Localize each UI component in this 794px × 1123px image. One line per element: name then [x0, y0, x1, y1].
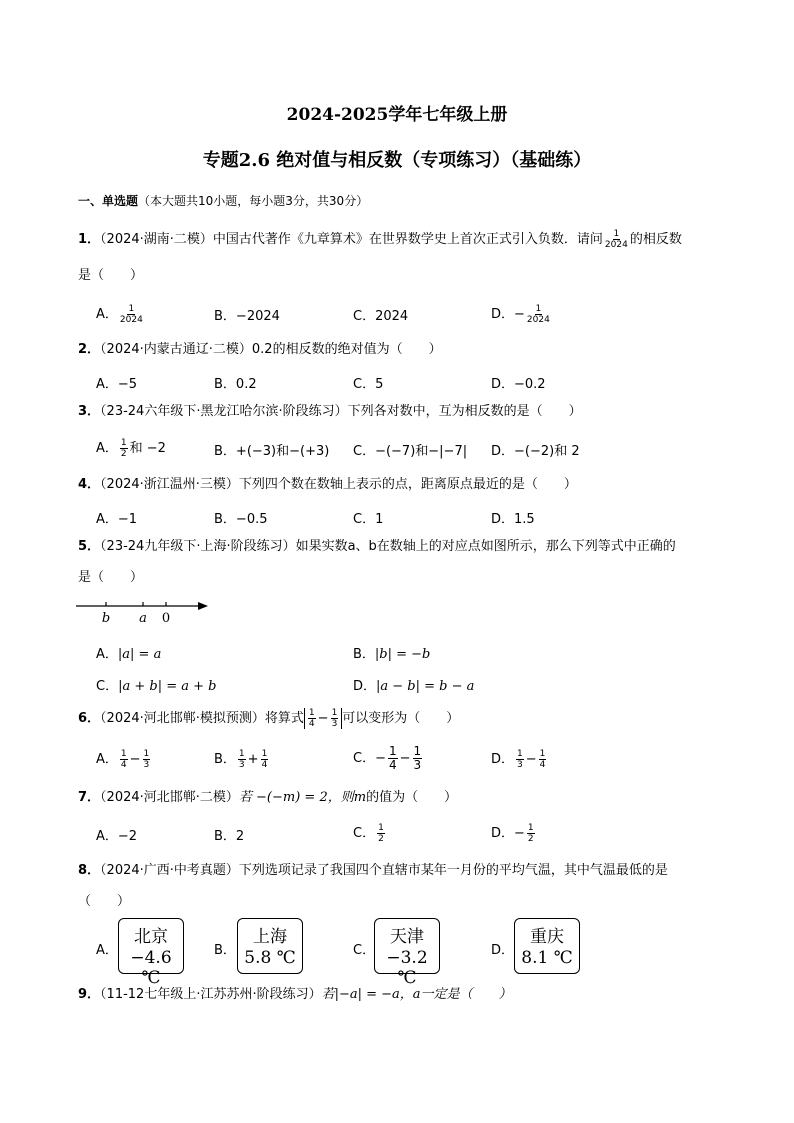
option-c-letter[interactable]: C．: [353, 943, 376, 958]
axis-label-zero: 0: [161, 611, 171, 626]
document-subtitle: 专题2.6 绝对值与相反数（专项练习）（基础练）: [202, 150, 592, 171]
fraction: $\frac{1}{2024}$: [526, 304, 550, 325]
question-source: （2024·湖南·二模）: [100, 232, 213, 247]
section-label: 一、单选题: [78, 194, 139, 208]
axis-label-a: a: [139, 611, 147, 626]
question-1-stem: [78, 229, 682, 250]
option-d[interactable]: D．|a − b| = b − a: [353, 679, 475, 694]
option-b-letter[interactable]: B．: [214, 943, 236, 958]
temperature-card-tianjin[interactable]: 天津 −3.2 ℃: [374, 918, 440, 974]
question-3-stem: 3．（23-24六年级下·黑龙江哈尔滨·阶段练习）下列各对数中，互为相反数的是（ ）: [78, 404, 582, 419]
option-c[interactable]: C．−(−7)和−|−7|: [353, 444, 468, 459]
question-number: 1．: [78, 232, 101, 247]
option-a[interactable]: A．−5: [96, 377, 138, 392]
fraction: $\frac{1}{2024}$: [604, 229, 628, 250]
option-c[interactable]: C．1: [353, 512, 384, 527]
question-text: 中国古代著作《九章算术》在世界数学史上首次正式引入负数．请问: [212, 232, 603, 247]
option-d[interactable]: D．1.5: [491, 512, 535, 527]
option-d[interactable]: D．− $\frac{1}{2024}$: [491, 304, 550, 325]
question-1-line2: 是（ ）: [78, 268, 144, 283]
section-heading: [78, 192, 368, 209]
option-d[interactable]: D．− $\frac{1}{2}$: [491, 823, 534, 844]
fraction: $\frac{1}{2024}$: [119, 304, 143, 325]
question-text-tail: 的相反数: [629, 232, 682, 247]
option-b[interactable]: B．0.2: [214, 377, 257, 392]
option-a[interactable]: A． $\frac{1}{2024}$: [96, 304, 143, 325]
option-a[interactable]: A．|a| = a: [96, 647, 162, 662]
question-4-stem: 4．（2024·浙江温州·三模）下列四个数在数轴上表示的点，距离原点最近的是（ ）: [78, 477, 577, 492]
question-5-stem: 5．（23-24九年级下·上海·阶段练习）如果实数a、b在数轴上的对应点如图所示，那么下列等式中正确的: [78, 539, 676, 554]
temperature-card-chongqing[interactable]: 重庆 8.1 ℃: [514, 918, 580, 974]
option-a[interactable]: A． $\frac{1}{2}$ 和 −2: [96, 438, 166, 459]
option-d[interactable]: D．−(−2)和 2: [491, 444, 580, 459]
option-c[interactable]: C．5: [353, 377, 384, 392]
section-note: （本大题共10小题，每小题3分，共30分）: [138, 194, 369, 208]
option-a[interactable]: A．−1: [96, 512, 138, 527]
option-a[interactable]: A．−2: [96, 829, 138, 844]
option-b[interactable]: B．2: [214, 829, 245, 844]
option-a[interactable]: A． $\frac{1}{4}$ − $\frac{1}{3}$: [96, 749, 150, 770]
question-8-stem: 8．（2024·广西·中考真题）下列选项记录了我国四个直辖市某年一月份的平均气温，其中气温最低的是: [78, 863, 668, 878]
question-7-stem: 7．（2024·河北邯郸·二模）若 −(−m) = 2，则m的值为（ ）: [78, 790, 458, 805]
option-c[interactable]: C．2024: [353, 309, 409, 324]
fraction: $\frac{1}{2}$: [120, 438, 127, 459]
option-b[interactable]: B．+(−3)和−(+3): [214, 444, 330, 459]
absolute-expression: $\frac{1}{4}$ − $\frac{1}{3}$: [304, 708, 342, 729]
option-b[interactable]: B．−2024: [214, 309, 280, 324]
option-d[interactable]: D．−0.2: [491, 377, 546, 392]
option-b[interactable]: B．−0.5: [214, 512, 268, 527]
question-9-stem: 9．（11-12七年级上·江苏苏州·阶段练习）若|−a| = −a，a一定是（ ）: [78, 987, 512, 1002]
option-b[interactable]: B．|b| = −b: [353, 647, 431, 662]
option-d[interactable]: D． $\frac{1}{3}$ − $\frac{1}{4}$: [491, 749, 546, 770]
document-title: 2024-2025学年七年级上册: [286, 105, 508, 125]
option-c[interactable]: C．|a + b| = a + b: [96, 679, 217, 694]
number-line: [74, 596, 214, 628]
option-d-letter[interactable]: D．: [491, 943, 515, 958]
option-a-letter[interactable]: A．: [96, 943, 118, 958]
axis-label-b: b: [101, 611, 111, 626]
question-2-stem: 2．（2024·内蒙古通辽·二模）0.2的相反数的绝对值为（ ）: [78, 342, 442, 357]
question-6-stem: 6．（2024·河北邯郸·模拟预测）将算式 $\frac{1}{4}$ − $\frac{1}{3}$ 可以变形为（ ）: [78, 708, 460, 729]
option-c[interactable]: C．− $\frac{1}{4}$ − $\frac{1}{3}$: [353, 744, 422, 772]
temperature-card-beijing[interactable]: 北京 −4.6 ℃: [118, 918, 184, 974]
option-c[interactable]: C． $\frac{1}{2}$: [353, 823, 384, 844]
temperature-card-shanghai[interactable]: 上海 5.8 ℃: [237, 918, 303, 974]
option-b[interactable]: B． $\frac{1}{3}$ + $\frac{1}{4}$: [214, 749, 268, 770]
question-8-line2: （ ）: [78, 894, 131, 909]
question-5-line2: 是（ ）: [78, 570, 144, 585]
